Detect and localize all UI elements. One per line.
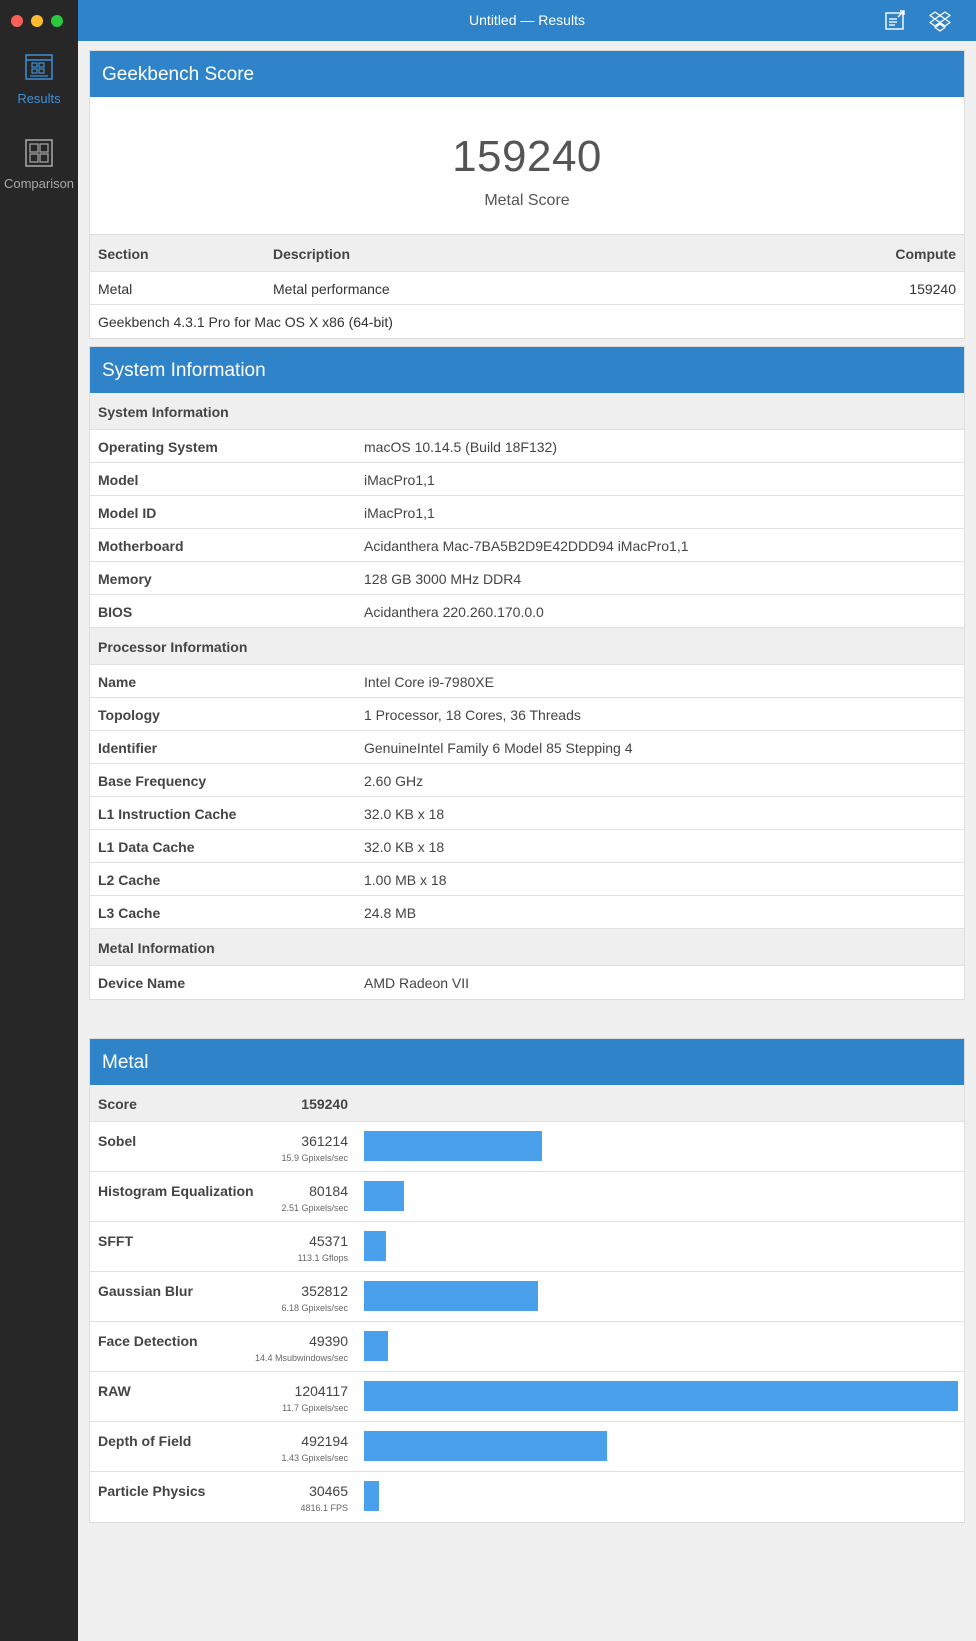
info-label: Base Frequency (98, 773, 207, 789)
sidebar (0, 0, 78, 1641)
info-value: Intel Core i9-7980XE (364, 674, 494, 690)
info-label: Device Name (98, 975, 186, 991)
section-cell: Metal (98, 281, 133, 297)
workload-rate: 2.51 Gpixels/sec (281, 1203, 348, 1213)
version-row (90, 305, 964, 338)
group-title: System Information (98, 404, 229, 420)
workload-name: SFFT (98, 1233, 133, 1249)
workload-score: 30465 (309, 1483, 348, 1499)
info-row-base-frequency (90, 764, 964, 797)
workload-rate: 14.4 Msubwindows/sec (254, 1353, 348, 1363)
info-value: Acidanthera Mac-7BA5B2D9E42DDD94 iMacPro1,1 (364, 538, 689, 554)
panel-header: Geekbench Score (90, 51, 964, 97)
info-row-motherboard (90, 529, 964, 562)
score-block (90, 97, 964, 235)
table-row (90, 1272, 964, 1322)
group-header-metal (90, 929, 964, 966)
info-label: Motherboard (98, 538, 184, 554)
metal-score-row (90, 1085, 964, 1122)
info-row-identifier (90, 731, 964, 764)
group-title: Metal Information (98, 940, 215, 956)
table-row (90, 1372, 964, 1422)
info-label: BIOS (98, 604, 133, 620)
info-label: L1 Data Cache (98, 839, 195, 855)
workload-rate: 15.9 Gpixels/sec (281, 1153, 348, 1163)
score-bar (364, 1281, 538, 1311)
table-header-row (90, 235, 964, 272)
info-row-name (90, 665, 964, 698)
info-value: 24.8 MB (364, 905, 417, 921)
score-bar (364, 1431, 607, 1461)
geekbench-score-panel (89, 50, 965, 339)
sidebar-item-comparison[interactable] (0, 138, 78, 191)
info-row-model (90, 463, 964, 496)
info-row-l2-cache (90, 863, 964, 896)
info-label: L1 Instruction Cache (98, 806, 237, 822)
info-value: Acidanthera 220.260.170.0.0 (364, 604, 544, 620)
table-row (90, 1172, 964, 1222)
table-row (90, 1222, 964, 1272)
workload-score: 49390 (309, 1333, 348, 1349)
table-row (90, 1422, 964, 1472)
close-window-button[interactable] (11, 15, 23, 27)
info-value: iMacPro1,1 (364, 472, 435, 488)
group-header-processor (90, 628, 964, 665)
workload-name: Histogram Equalization (98, 1183, 254, 1199)
info-label: L3 Cache (98, 905, 161, 921)
zoom-window-button[interactable] (51, 15, 63, 27)
info-label: Identifier (98, 740, 158, 756)
group-title: Processor Information (98, 639, 248, 655)
table-row (90, 1122, 964, 1172)
column-header-description: Description (273, 246, 351, 262)
workload-name: Gaussian Blur (98, 1283, 193, 1299)
column-header-section: Section (98, 246, 149, 262)
info-row-memory (90, 562, 964, 595)
workload-name: RAW (98, 1383, 131, 1399)
info-value: 32.0 KB x 18 (364, 839, 445, 855)
workload-name: Particle Physics (98, 1483, 206, 1499)
workload-rate: 113.1 Gflops (297, 1253, 348, 1263)
info-label: Memory (98, 571, 152, 587)
info-value: AMD Radeon VII (364, 975, 470, 991)
info-label: Name (98, 674, 137, 690)
info-label: L2 Cache (98, 872, 161, 888)
titlebar (78, 0, 976, 41)
info-value: GenuineIntel Family 6 Model 85 Stepping 4 (364, 740, 633, 756)
info-value: 1 Processor, 18 Cores, 36 Threads (364, 707, 581, 723)
info-label: Topology (98, 707, 160, 723)
table-row (90, 1472, 964, 1522)
minimize-window-button[interactable] (31, 15, 43, 27)
score-bar (364, 1381, 958, 1411)
workload-name: Depth of Field (98, 1433, 192, 1449)
sidebar-item-results[interactable] (0, 53, 78, 106)
workload-name: Sobel (98, 1133, 137, 1149)
export-icon[interactable] (883, 9, 907, 33)
score-value: 159240 (301, 1096, 348, 1112)
info-value: 1.00 MB x 18 (364, 872, 447, 888)
info-label: Operating System (98, 439, 218, 455)
info-row-topology (90, 698, 964, 731)
table-row (90, 272, 964, 305)
compute-cell: 159240 (909, 281, 956, 297)
sidebar-item-label: Results (17, 91, 61, 106)
dropbox-icon[interactable] (928, 9, 952, 33)
metal-panel (89, 1038, 965, 1523)
metal-score-label: Metal Score (484, 192, 570, 209)
workload-rate: 1.43 Gpixels/sec (281, 1453, 348, 1463)
workload-score: 1204117 (294, 1383, 348, 1399)
comparison-icon (24, 138, 54, 168)
score-bar (364, 1231, 386, 1261)
score-bar (364, 1481, 379, 1511)
panel-header: Metal (90, 1039, 964, 1085)
window-title: Untitled — Results (469, 12, 585, 28)
info-row-l3-cache (90, 896, 964, 929)
workload-score: 352812 (301, 1283, 348, 1299)
system-information-panel (89, 346, 965, 1000)
workload-score: 492194 (301, 1433, 348, 1449)
table-row (90, 1322, 964, 1372)
version-text: Geekbench 4.3.1 Pro for Mac OS X x86 (64-bit) (98, 314, 393, 330)
workload-score: 80184 (309, 1183, 348, 1199)
info-row-l1-instruction-cache (90, 797, 964, 830)
sidebar-item-label: Comparison (3, 176, 75, 191)
info-label: Model (98, 472, 139, 488)
column-header-compute: Compute (895, 246, 956, 262)
workload-rate: 11.7 Gpixels/sec (282, 1403, 348, 1413)
score-bar (364, 1331, 388, 1361)
score-label: Score (98, 1096, 137, 1112)
score-bar (364, 1131, 542, 1161)
info-row-model-id (90, 496, 964, 529)
metal-score-value: 159240 (452, 132, 602, 181)
group-header-system (90, 393, 964, 430)
workload-name: Face Detection (98, 1333, 198, 1349)
workload-score: 361214 (301, 1133, 348, 1149)
workload-rate: 4816.1 FPS (300, 1503, 348, 1513)
score-bar (364, 1181, 404, 1211)
info-row-l1-data-cache (90, 830, 964, 863)
info-value: 32.0 KB x 18 (364, 806, 445, 822)
info-row-bios (90, 595, 964, 628)
info-value: 128 GB 3000 MHz DDR4 (364, 571, 522, 587)
workload-rate: 6.18 Gpixels/sec (281, 1303, 348, 1313)
workload-score: 45371 (309, 1233, 348, 1249)
info-row-operating-system (90, 430, 964, 463)
description-cell: Metal performance (273, 281, 390, 297)
info-row-device-name (90, 966, 964, 999)
results-icon (24, 53, 54, 83)
info-value: macOS 10.14.5 (Build 18F132) (364, 439, 557, 455)
info-label: Model ID (98, 505, 157, 521)
panel-header: System Information (90, 347, 964, 393)
info-value: iMacPro1,1 (364, 505, 435, 521)
info-value: 2.60 GHz (364, 773, 424, 789)
